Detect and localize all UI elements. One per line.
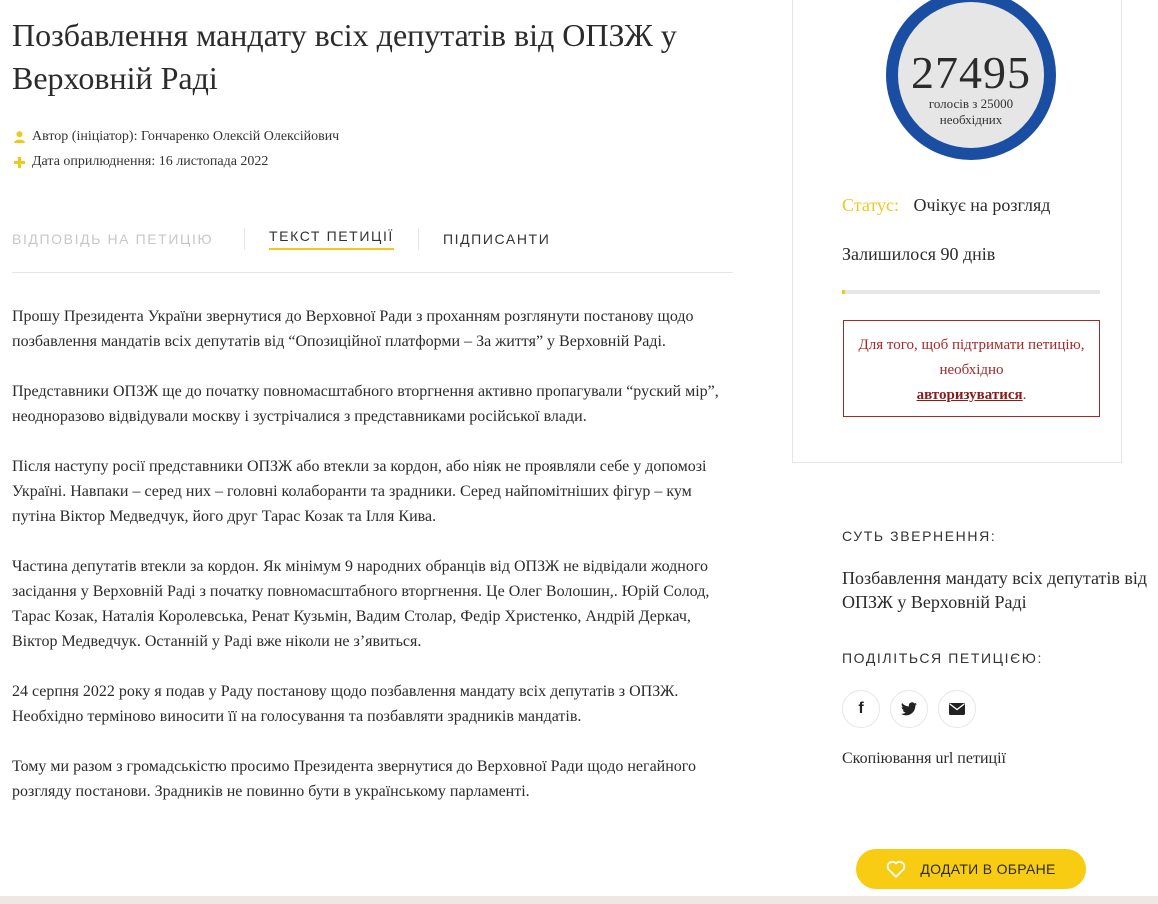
date-line <box>12 154 268 170</box>
twitter-icon <box>901 702 917 716</box>
tab-divider <box>244 228 245 250</box>
essence-label: СУТЬ ЗВЕРНЕННЯ: <box>842 528 997 544</box>
votes-caption: голосів з 25000 необхідних <box>928 96 1014 127</box>
auth-notice <box>843 320 1100 417</box>
author-text: Автор (ініціатор): Гончаренко Олексій Олексійович <box>32 129 340 144</box>
tab-answer[interactable]: ВІДПОВІДЬ НА ПЕТИЦІЮ <box>12 231 214 247</box>
status-value: Очікує на розгляд <box>913 195 1051 215</box>
tabs-divider <box>12 272 733 273</box>
author-line <box>12 129 339 145</box>
page-title: Позбавлення мандату всіх депутатів від ОПЗЖ у Верховній Раді <box>12 17 677 96</box>
paragraph: Тому ми разом з громадськістю просимо Президента звернутися до Верховної Ради щодо негайного розгляду постанови. Зрадників не повинно бути в українському парламенті. <box>12 758 696 800</box>
email-icon <box>949 703 965 715</box>
essence-text: Позбавлення мандату всіх депутатів від ОПЗЖ у Верховній Раді <box>842 568 1148 612</box>
user-icon <box>12 131 26 143</box>
paragraph: 24 серпня 2022 року я подав у Раду постанову щодо позбавлення мандату всіх депутатів з ОПЗЖ. Необхідно терміново виносити її на голосування та позбавляти зрадників мандатів. <box>12 683 679 725</box>
tab-divider <box>418 228 419 250</box>
footer-strip <box>0 896 1158 904</box>
paragraph: Частина депутатів втекли за кордон. Як мінімум 9 народних обранців від ОПЗЖ не відвідали жодного засідання у Верховній Раді з початку повномасштабного вторгнення. Це Олег Волошин,. Юрій Солод, Тарас Козак, Наталія Королевська, Ренат Кузьмін, Вадим Столар, Федір Христенко, Андрій Деркач, Віктор Медведчук. Останній у Раді вже ніколи не з’явиться. <box>12 558 710 650</box>
copy-url-link[interactable]: Скопіювання url петиції <box>842 750 1006 767</box>
petition-text <box>12 304 734 829</box>
auth-period: . <box>1022 387 1027 403</box>
paragraph: Представники ОПЗЖ ще до початку повномасштабного вторгнення активно пропагували “руский мір”, неодноразово відвідували москву і зустрічалися з представниками російської влади. <box>12 383 719 425</box>
facebook-icon: f <box>858 700 864 717</box>
votes-count: 27495 <box>911 47 1031 98</box>
days-left: Залишилося 90 днів <box>842 244 996 264</box>
add-to-favorites-button[interactable] <box>856 849 1086 889</box>
progress-fill <box>842 290 845 294</box>
tab-signers[interactable]: ПІДПИСАНТИ <box>442 231 551 247</box>
plus-icon <box>12 157 26 168</box>
add-to-favorites-label: ДОДАТИ В ОБРАНЕ <box>920 861 1056 877</box>
petition-tabs <box>12 226 550 252</box>
twitter-share-button[interactable] <box>890 690 928 728</box>
auth-link[interactable]: авторизуватися <box>916 387 1023 403</box>
status-label: Статус: <box>842 195 899 215</box>
email-share-button[interactable] <box>938 690 976 728</box>
progress-bar <box>842 290 1100 294</box>
tab-text[interactable]: ТЕКСТ ПЕТИЦІЇ <box>269 228 394 250</box>
date-text: Дата оприлюднення: 16 листопада 2022 <box>32 154 269 169</box>
share-label: ПОДІЛІТЬСЯ ПЕТИЦІЄЮ: <box>842 650 1043 666</box>
share-buttons <box>842 690 976 728</box>
heart-icon <box>886 860 906 878</box>
facebook-share-button[interactable] <box>842 690 880 728</box>
paragraph: Прошу Президента України звернутися до Верховної Ради з проханням розглянути постанову щодо позбавлення мандатів всіх депутатів від “Опозиційної платформи – За життя” у Верховній Раді. <box>12 308 694 350</box>
paragraph: Після наступу росії представники ОПЗЖ або втекли за кордон, або ніяк не проявляли себе у допомозі Україні. Навпаки – серед них – головні колаборанти та зрадники. Серед найпомітніших фігур – кум путіна Віктор Медведчук, його друг Тарас Козак та Ілля Кива. <box>12 458 707 525</box>
auth-text: Для того, щоб підтримати петицію, необхідно <box>858 337 1085 378</box>
status-line <box>842 195 1050 216</box>
